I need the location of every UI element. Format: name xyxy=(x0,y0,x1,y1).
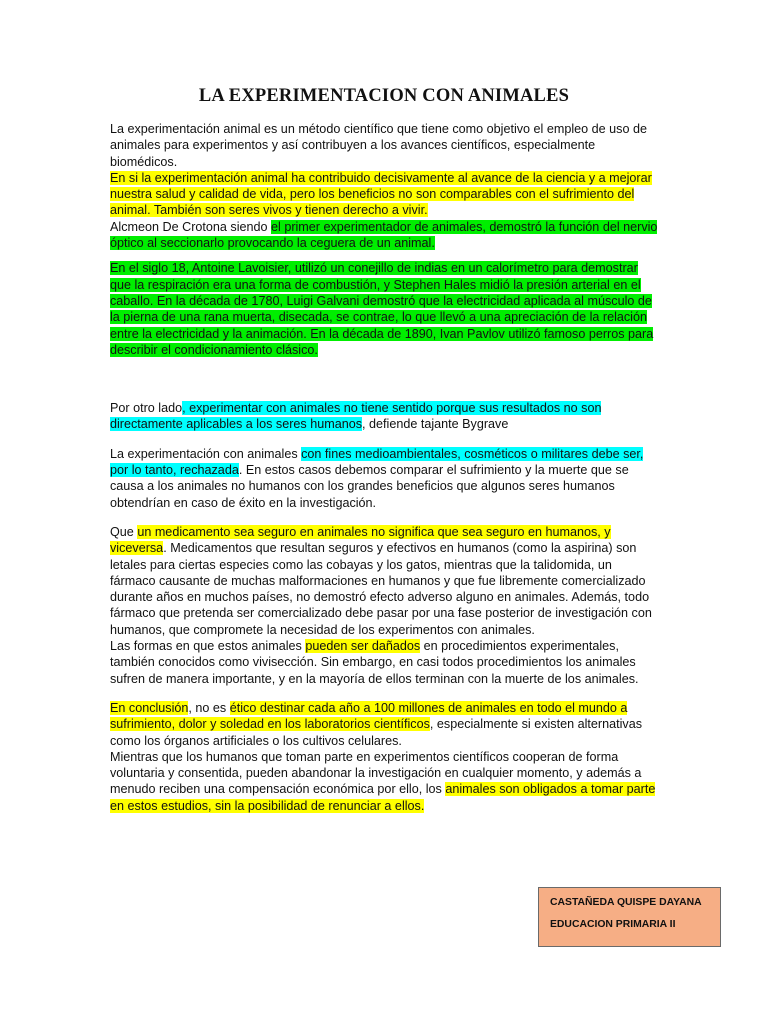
text-run: , defiende tajante Bygrave xyxy=(362,417,509,432)
text-run: Las formas en que estos animales xyxy=(110,639,306,654)
highlight-yellow: En conclusión xyxy=(110,700,189,715)
highlight-cyan: con fines medioambientales, cosméticos o militares debe ser, por lo tanto, rechazada xyxy=(110,446,644,478)
text-run: . Medicamentos que resultan seguros y efectivos en humanos (como la aspirina) son letales para ciertas especies como las cobayas y los gatos, mientras que la talidomida, un fármaco causante de muchas malformaciones en humanos y que fue libremente comercializado durante años en muchos países, no demostró efecto adverso alguno en animales. Además, todo fármaco que pretenda ser comercializado debe pasar por una fase posterior de investigación con humanos, que compromete la necesidad de los experimentos con animales. xyxy=(110,541,652,637)
text-run: Que xyxy=(110,524,138,539)
highlight-green: el primer experimentador de animales, demostró la función del nervio óptico al seccionarlo provocando la ceguera de un animal. xyxy=(110,219,658,251)
highlight-yellow: un medicamento sea seguro en animales no significa que sea seguro en humanos, y viceversa xyxy=(110,524,611,556)
paragraph-intro: La experimentación animal es un método científico que tiene como objetivo el empleo de uso de animales para experimentos y así contribuyen a los avances científicos, especialmente biomédicos. xyxy=(110,122,647,169)
paragraph-bygrave xyxy=(110,400,660,433)
paragraph-vivisection xyxy=(110,638,660,687)
highlight-yellow: En si la experimentación animal ha contribuido decisivamente al avance de la ciencia y a mejorar nuestra salud y calidad de vida, pero los beneficios no son comparables con el sufrimiento del animal. También son seres vivos y tienen derecho a vivir. xyxy=(110,170,652,218)
author-name: CASTAÑEDA QUISPE DAYANA xyxy=(550,897,702,908)
paragraph-purposes xyxy=(110,446,660,511)
highlight-yellow: pueden ser dañados xyxy=(305,639,421,654)
text-run: Mientras que los humanos que toman parte en experimentos científicos cooperan de forma voluntaria y consentida, pueden abandonar la investigación en cualquier momento, y además a menudo reciben una compensación económica por ello, los xyxy=(110,749,642,797)
text-run: en procedimientos experimentales, también conocidos como vivisección. Sin embargo, en casi todos procedimientos los animales sufren de manera importante, y en la mayoría de ellos terminan con la muerte de los animales. xyxy=(110,639,639,686)
highlight-yellow: ético destinar cada año a 100 millones de animales en todo el mundo a sufrimiento, dolor y soledad en los laboratorios científicos xyxy=(110,700,628,732)
text-run: Alcmeon De Crotona siendo xyxy=(110,219,272,234)
paragraph-conclusion xyxy=(110,700,660,749)
paragraph-history xyxy=(110,260,660,358)
document-body xyxy=(110,121,660,814)
author-box xyxy=(538,887,721,947)
paragraph-contribution xyxy=(110,170,660,219)
text-run: Por otro lado xyxy=(110,401,183,416)
highlight-cyan: , experimentar con animales no tiene sentido porque sus resultados no son directamente aplicables a los seres humanos xyxy=(110,401,602,432)
author-program: EDUCACION PRIMARIA II xyxy=(550,919,676,930)
text-run: La experimentación con animales xyxy=(110,446,302,461)
text-run: . En estos casos debemos comparar el sufrimiento y la muerte que se causa a los animales no humanos con los grandes beneficios que algunos seres humanos obtendrían en caso de éxito en la investigación. xyxy=(110,463,629,510)
document-title: LA EXPERIMENTACION CON ANIMALES xyxy=(198,86,570,106)
text-run: , especialmente si existen alternativas como los órganos artificiales o los cultivos celulares. xyxy=(110,717,643,748)
text-run: , no es xyxy=(188,700,230,715)
paragraph-alcmeon xyxy=(110,219,660,252)
paragraph-medications xyxy=(110,524,660,638)
highlight-yellow: animales son obligados a tomar parte en estos estudios, sin la posibilidad de renunciar a ellos. xyxy=(110,782,656,813)
highlight-green: En el siglo 18, Antoine Lavoisier, utilizó un conejillo de indias en un calorímetro para demostrar que la respiración era una forma de combustión, y Stephen Hales midió la presión arterial en el caballo. En la década de 1780, Luigi Galvani demostró que la electricidad aplicada al músculo de la pierna de una rana muerta, disecada, se contrae, lo que llevó a una apreciación de la relación entre la electricidad y la animación. En la década de 1890, Ivan Pavlov utilizó famoso perros para describir el condicionamiento clásico. xyxy=(110,261,654,357)
paragraph-consent xyxy=(110,749,660,814)
